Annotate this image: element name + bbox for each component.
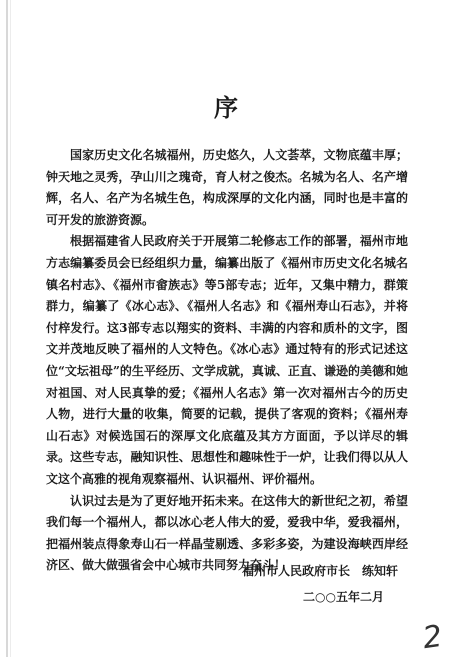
- page-title: 序: [214, 93, 240, 122]
- paragraph-3: 认识过去是为了更好地开拓未来。在这伟大的新世纪之初，希望我们每一个福州人，都以冰心老人伟大的爱，爱我中华，爱我福州，把福州装点得象寿山石一样晶莹剔透、多彩多姿，为建设海峡西岸经济区、做大做强省会中心城市共同努力奋斗！: [46, 493, 408, 573]
- paragraph-2: 根据福建省人民政府关于开展第二轮修志工作的部署，福州市地方志编纂委员会已经组织力量，编纂出版了《福州市历史文化名城名镇名村志》、《福州市畲族志》等5部专志；近年，又集中精力，群策群力，编纂了《冰心志》、《福州人名志》和《福州寿山石志》，并将付梓发行。这3部专志以翔实的资料、丰满的内容和质朴的文字，图文并茂地反映了福州的人文特色。《冰心志》通过特有的形式记述这位“文坛祖母”的生平经历、文学成就，真诚、正直、谦逊的美德和她对祖国、对人民真挚的爱；《福州人名志》第一次对福州古今的历史人物，进行大量的收集，简要的记载，提供了客观的资料；《福州寿山石志》对候选国石的深厚文化底蕴及其方方面面，予以详尽的辑录。这些专志，融知识性、思想性和趣味性于一炉，让我们得以从人文这个高雅的视角观察福州、认识福州、评价福州。: [46, 234, 408, 486]
- preface-page: [46, 88, 408, 604]
- signature-author: 福州市人民政府市长 练知轩: [241, 564, 398, 578]
- binding-edge-shadow: [10, 0, 11, 657]
- binding-edge: [6, 0, 8, 657]
- signature-date: 二○○五年二月: [303, 590, 384, 604]
- paragraph-1: 国家历史文化名城福州，历史悠久，人文荟萃，文物底蕴丰厚；钟天地之灵秀，孕山川之瑰奇，育人材之俊杰。名城为名人、名产增辉，名人、名产为名城生色，构成深厚的文化内涵，同时也是丰富的可开发的旅游资源。: [46, 148, 408, 227]
- signature-block: [46, 558, 408, 610]
- page-number: 2: [420, 618, 445, 657]
